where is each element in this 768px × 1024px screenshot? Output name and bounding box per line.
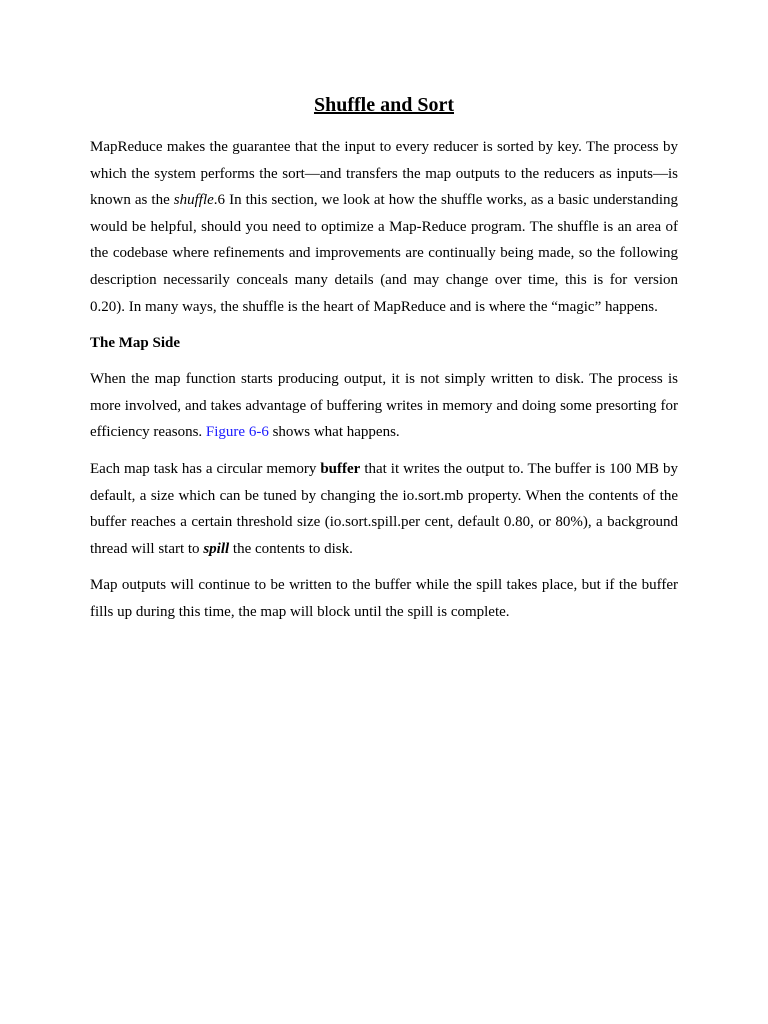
map-output-text-part-2: shows what happens. (268, 424, 400, 441)
page-title: Shuffle and Sort (313, 94, 455, 116)
shuffle-term: shuffle (173, 192, 214, 209)
intro-text-part-1: MapReduce makes the guarantee that the input to every reducer is sorted by key. The process by which the system performs the sort—and transfers the map outputs to the reducers as inputs—is known as the (90, 139, 678, 209)
spill-term: spill (203, 540, 230, 557)
figure-link[interactable]: Figure 6-6 (205, 424, 269, 441)
map-output-text-part-1: When the map function starts producing output, it is not simply written to disk. The process is more involved, and takes advantage of buffering writes in memory and doing some presorting for efficiency reasons. (90, 371, 678, 441)
intro-paragraph (90, 134, 678, 320)
intro-text-part-2: .6 In this section, we look at how the shuffle works, as a basic understanding would be helpful, should you need to optimize a Map-Reduce program. The shuffle is an area of the codebase where refinements and improvements are continually being made, so the following description necessarily conceals many details (and may change over time, this is for version 0.20). In many ways, the shuffle is the heart of MapReduce and is where the “magic” happens. (90, 192, 678, 315)
buffer-term: buffer (320, 460, 361, 477)
document-page (90, 92, 678, 636)
buffer-text-part-2: that it writes the output to. The buffer is 100 MB by default, a size which can be tuned by changing the io.sort.mb property. When the contents of the buffer reaches a certain threshold size (io.sort.spill.per cent, default 0.80, or 80%), a background thread will start to (90, 460, 679, 557)
section-heading-map-side: The Map Side (90, 335, 181, 352)
spill-paragraph: Map outputs will continue to be written to the buffer while the spill takes place, but if the buffer fills up during this time, the map will block until the spill is complete. (90, 577, 678, 620)
buffer-text-part-1: Each map task has a circular memory (90, 460, 321, 477)
buffer-paragraph (90, 456, 678, 562)
buffer-text-part-3: the contents to disk. (229, 540, 353, 557)
map-output-paragraph (90, 366, 678, 446)
